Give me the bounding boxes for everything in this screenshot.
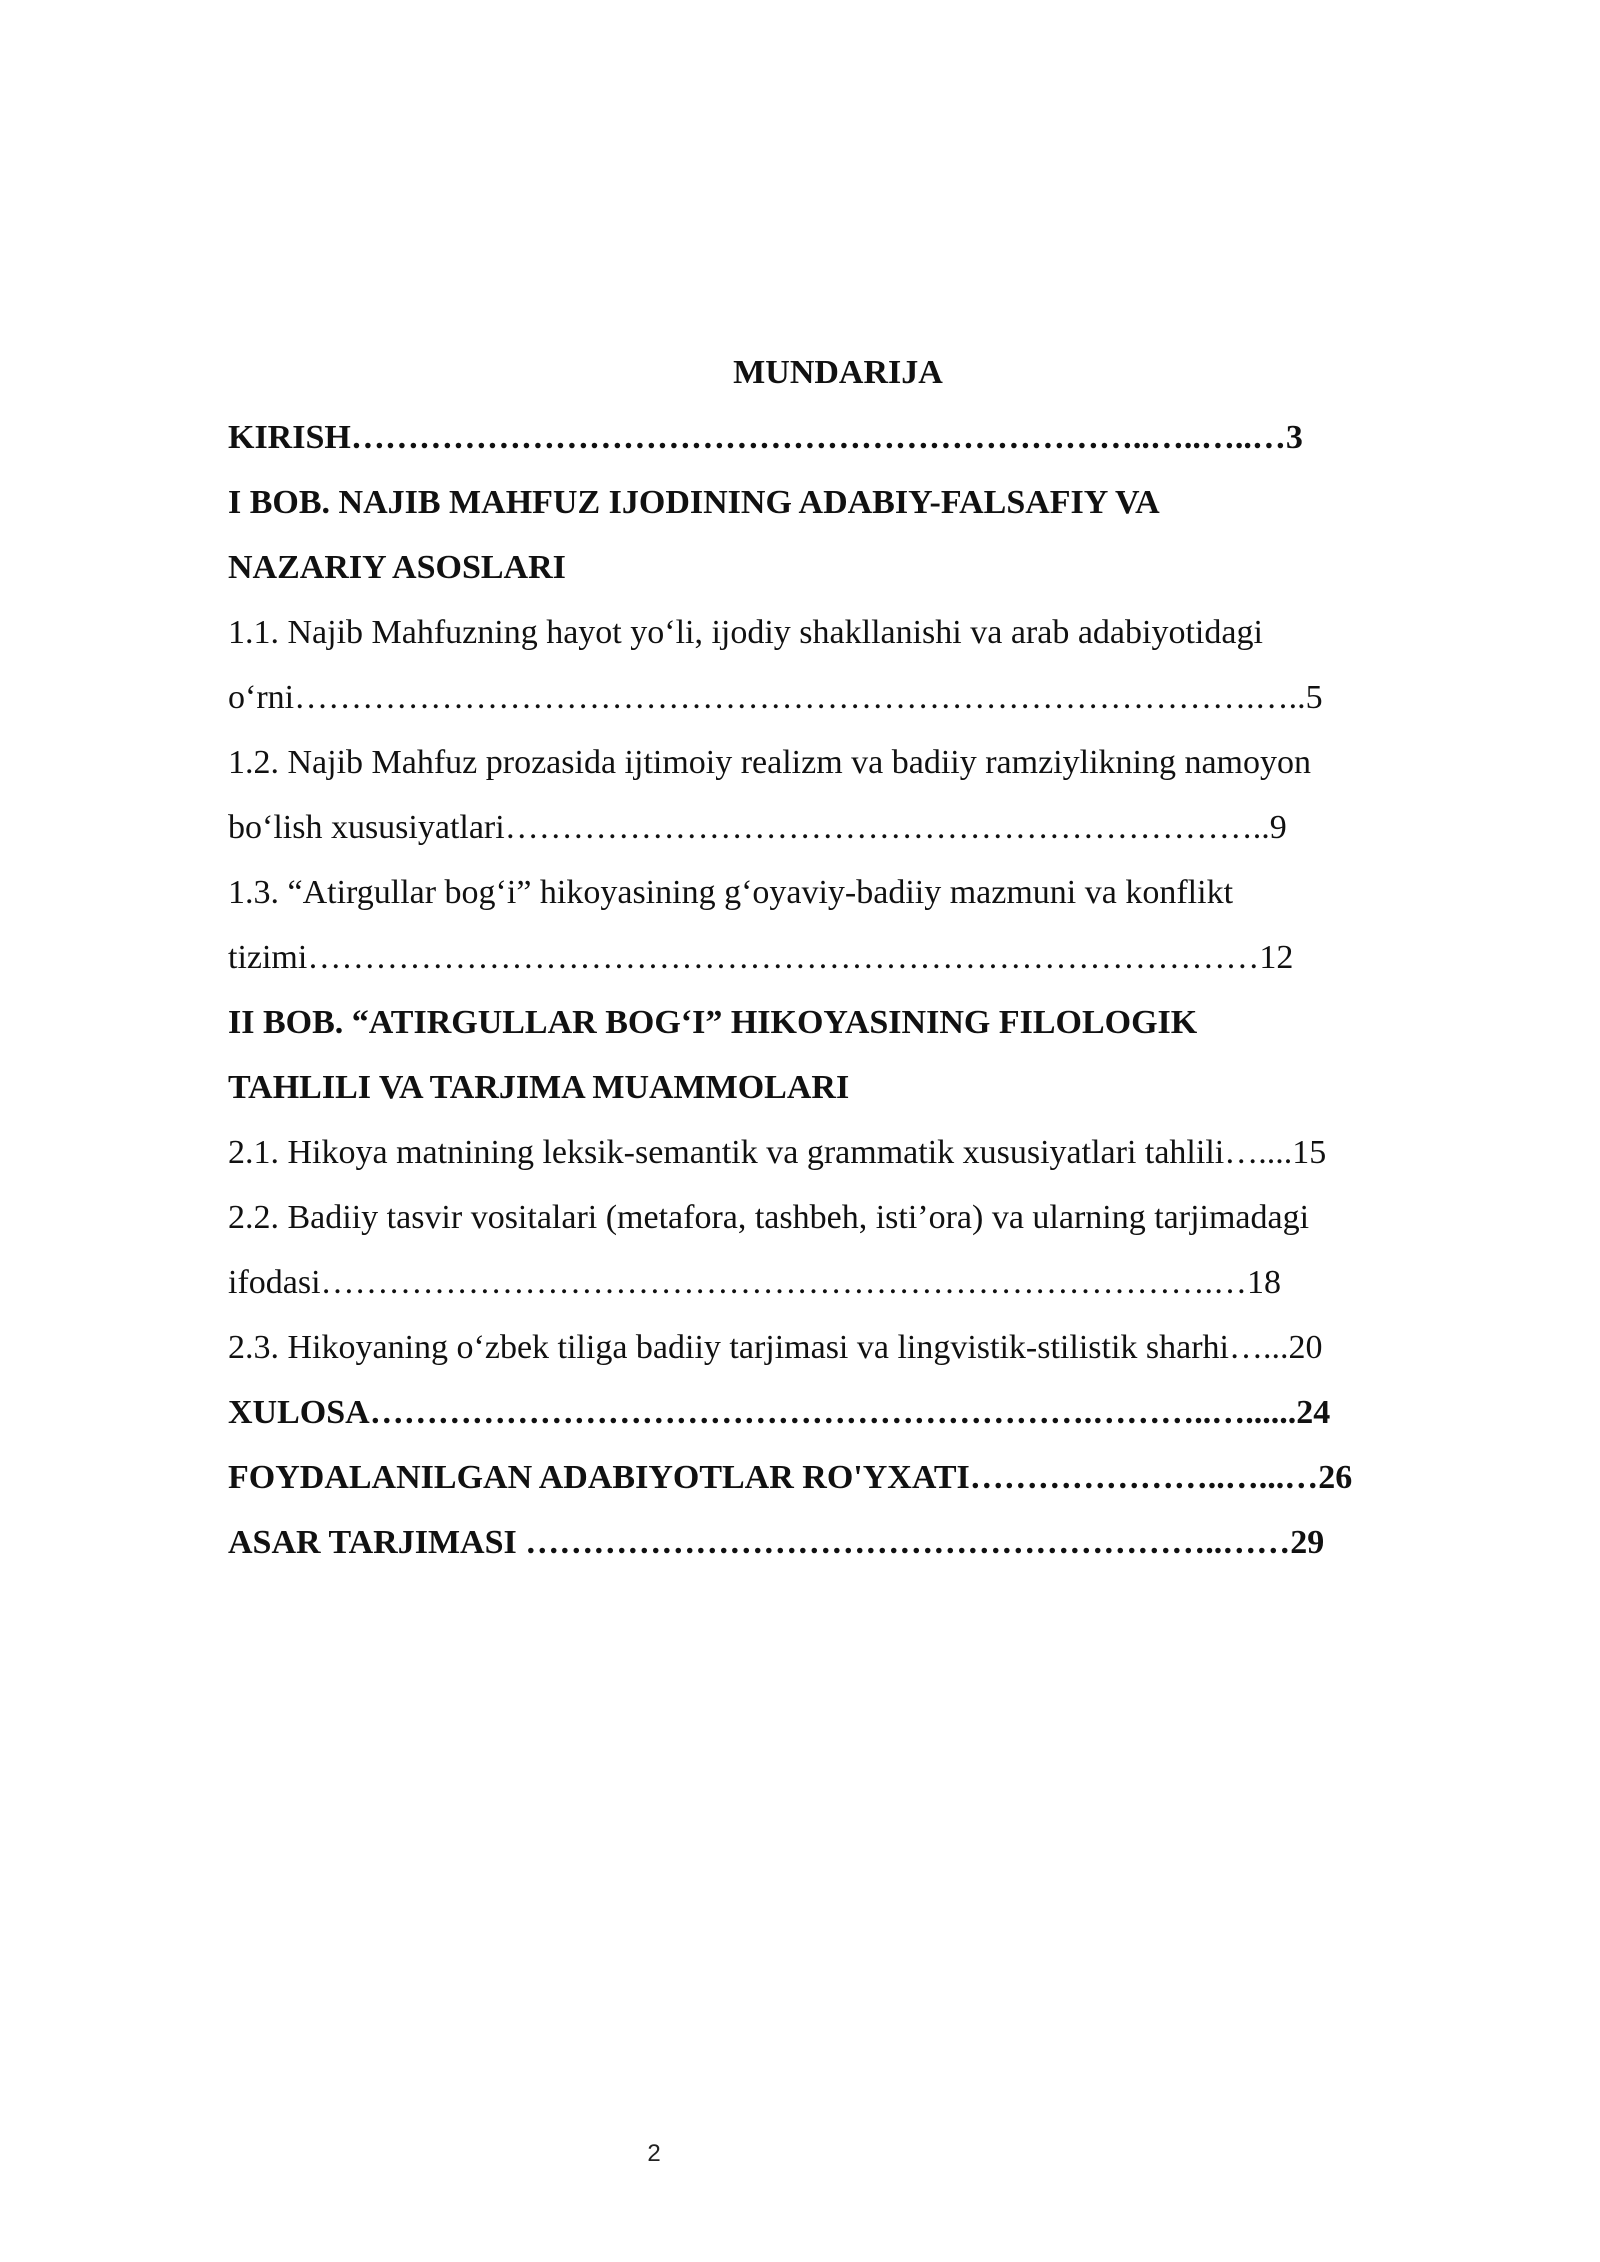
toc-line: II BOB. “ATIRGULLAR BOG‘I” HIKOYASINING FILOLOGIK xyxy=(228,1004,1198,1041)
toc-line: ifodasi…………………………………………………………………….…18 xyxy=(228,1264,1282,1301)
toc-line: TAHLILI VA TARJIMA MUAMMOLARI xyxy=(228,1069,850,1106)
toc-line: bo‘lish xususiyatlari…………………………………………………………..9 xyxy=(228,809,1287,846)
toc-lines xyxy=(228,405,1448,1575)
toc-line: 2.1. Hikoya matnining leksik-semantik va grammatik xususiyatlari tahlili…....15 xyxy=(228,1134,1327,1171)
toc-line: o‘rni………………………………………………………………………….…..5 xyxy=(228,679,1323,716)
toc-line: XULOSA……………………………………………………….………..…......24 xyxy=(228,1394,1331,1431)
toc-line: ASAR TARJIMASI ……………………………………………………..……29 xyxy=(228,1524,1325,1561)
toc-line: FOYDALANILGAN ADABIYOTLAR RO'YXATI…………………..…...…26 xyxy=(228,1459,1353,1496)
page-number: 2 xyxy=(647,2140,661,2167)
toc-heading: MUNDARIJA xyxy=(733,354,943,391)
toc-line: 1.1. Najib Mahfuzning hayot yo‘li, ijodiy shakllanishi va arab adabiyotidagi xyxy=(228,614,1263,651)
toc-line: 1.3. “Atirgullar bog‘i” hikoyasining g‘oyaviy-badiiy mazmuni va konflikt xyxy=(228,874,1234,911)
toc-line: KIRISH……………………………………………………………..…..…..…3 xyxy=(228,419,1303,456)
toc-line: 1.2. Najib Mahfuz prozasida ijtimoiy realizm va badiiy ramziylikning namoyon xyxy=(228,744,1312,781)
toc-line: 2.3. Hikoyaning o‘zbek tiliga badiiy tarjimasi va lingvistik-stilistik sharhi…...20 xyxy=(228,1329,1323,1366)
toc-line: tizimi…………………………………………………………………………12 xyxy=(228,939,1294,976)
table-of-contents xyxy=(228,340,1448,1575)
toc-line: I BOB. NAJIB MAHFUZ IJODINING ADABIY-FALSAFIY VA xyxy=(228,484,1160,521)
toc-line: NAZARIY ASOSLARI xyxy=(228,549,566,586)
toc-line: 2.2. Badiiy tasvir vositalari (metafora, tashbeh, isti’ora) va ularning tarjimadagi xyxy=(228,1199,1310,1236)
